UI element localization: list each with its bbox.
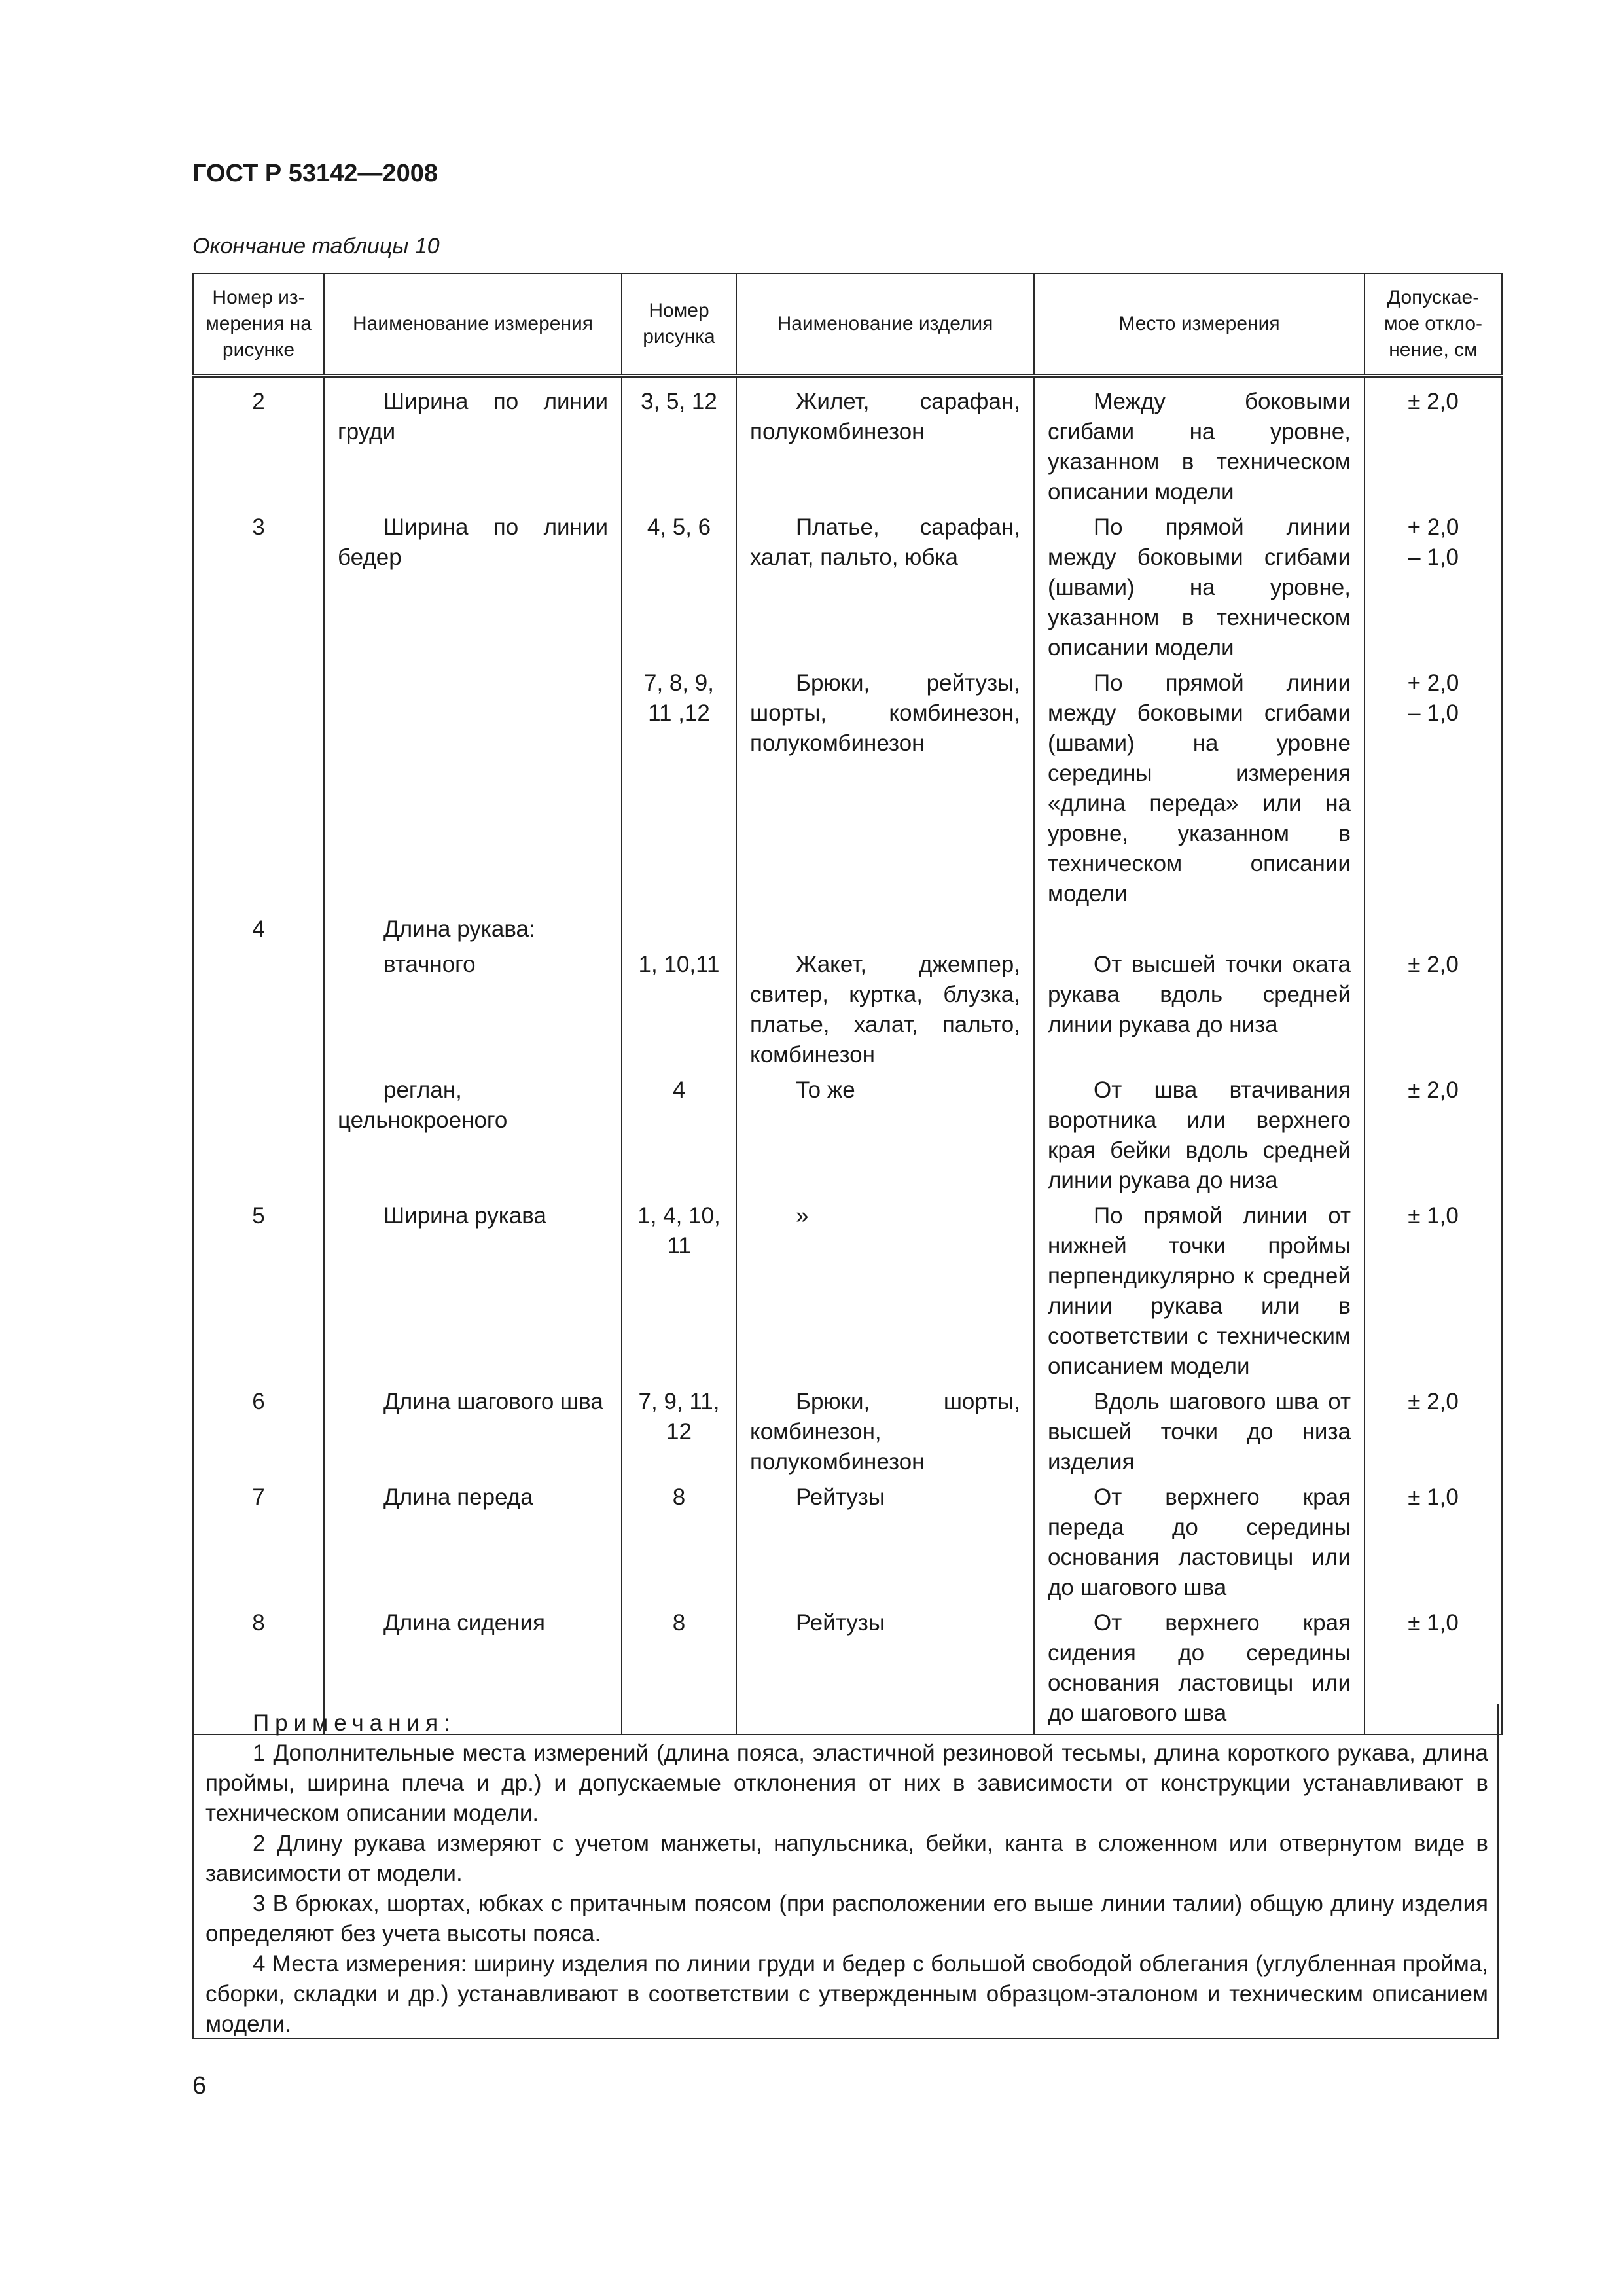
note-item: 3 В брюках, шортах, юбках с притачным поясом (при расположении его выше линии талии) общую длину изделия определяют без учета высоты пояса. — [205, 1891, 1488, 1946]
column-header: Наименование измерения — [324, 274, 622, 376]
figure-number-cell: 8 — [622, 1608, 736, 1734]
product-name-cell: Брюки, шорты, комбинезон, полукомбинезон — [736, 1387, 1034, 1482]
tolerance-cell: ± 1,0 — [1364, 1608, 1502, 1734]
measurement-place-cell: Между боковыми сгибами на уровне, указанном в техническом описании модели — [1034, 376, 1364, 512]
column-header: Место измерения — [1034, 274, 1364, 376]
note-item: 4 Места измерения: ширину изделия по линии груди и бедер с большой свободой облегания (углубленная пройма, сборки, складки и др.) устанавливают в соответствии с утвержденным образцом-эталоном и техническим описанием модели. — [205, 1951, 1488, 2037]
measurement-name-cell: Длина рукава: — [324, 914, 622, 950]
figure-number-cell: 1, 4, 10, 11 — [622, 1201, 736, 1387]
measurement-number-cell: 7 — [193, 1482, 324, 1608]
tolerance-cell: ± 2,0 — [1364, 376, 1502, 512]
figure-number-cell: 7, 8, 9, 11 ,12 — [622, 668, 736, 914]
product-name-cell: Рейтузы — [736, 1482, 1034, 1608]
measurement-name-cell: Ширина по линии груди — [324, 376, 622, 512]
notes-section — [192, 1704, 1499, 2039]
figure-number-cell — [622, 914, 736, 950]
notes-title: Примечания: — [253, 1710, 456, 1736]
table-row — [193, 376, 1502, 512]
measurement-number-cell — [193, 950, 324, 1075]
measurement-name-cell: Длина переда — [324, 1482, 622, 1608]
measurement-name-cell: Длина сидения — [324, 1608, 622, 1734]
measurement-place-cell: По прямой линии между боковыми сгибами (швами) на уровне середины измерения «длина переда» или на уровне, указанном в техническом описании модели — [1034, 668, 1364, 914]
product-name-cell — [736, 914, 1034, 950]
column-header: Номер из-мерения на рисунке — [193, 274, 324, 376]
measurement-name-cell: Длина шагового шва — [324, 1387, 622, 1482]
table-row — [193, 1201, 1502, 1387]
measurement-name-cell: реглан, цельнокроеного — [324, 1075, 622, 1201]
page-number: 6 — [192, 2072, 207, 2100]
measurement-place-cell: От шва втачивания воротника или верхнего края бейки вдоль средней линии рукава до низа — [1034, 1075, 1364, 1201]
measurement-number-cell: 3 — [193, 512, 324, 668]
product-name-cell: Рейтузы — [736, 1608, 1034, 1734]
table-row — [193, 512, 1502, 668]
tolerance-cell: ± 1,0 — [1364, 1482, 1502, 1608]
product-name-cell: Брюки, рейтузы, шорты, комбинезон, полукомбинезон — [736, 668, 1034, 914]
document-header: ГОСТ Р 53142—2008 — [192, 160, 438, 187]
table-row — [193, 1387, 1502, 1482]
table-row — [193, 668, 1502, 914]
note-item: 1 Дополнительные места измерений (длина пояса, эластичной резиновой тесьмы, длина короткого рукава, длина проймы, ширина плеча и др.) и допускаемые отклонения от них в зависимости от конструкции устанавливают в техническом описании модели. — [205, 1740, 1488, 1826]
measurement-place-cell: По прямой линии от нижней точки проймы перпендикулярно к средней линии рукава или в соответствии с техническим описанием модели — [1034, 1201, 1364, 1387]
tolerance-cell: + 2,0 – 1,0 — [1364, 668, 1502, 914]
measurement-number-cell: 4 — [193, 914, 324, 950]
column-header: Номер рисунка — [622, 274, 736, 376]
column-header: Допускае-мое откло-нение, см — [1364, 274, 1502, 376]
product-name-cell: » — [736, 1201, 1034, 1387]
tolerance-cell: ± 2,0 — [1364, 1075, 1502, 1201]
measurement-place-cell — [1034, 914, 1364, 950]
note-item: 2 Длину рукава измеряют с учетом манжеты, напульсника, бейки, канта в сложенном или отвернутом виде в зависимости от модели. — [205, 1831, 1488, 1886]
measurement-place-cell: От верхнего края переда до середины основания ластовицы или до шагового шва — [1034, 1482, 1364, 1608]
measurement-number-cell: 8 — [193, 1608, 324, 1734]
figure-number-cell: 3, 5, 12 — [622, 376, 736, 512]
measurement-place-cell: По прямой линии между боковыми сгибами (швами) на уровне, указанном в техническом описании модели — [1034, 512, 1364, 668]
table-caption: Окончание таблицы 10 — [192, 234, 440, 259]
tolerance-cell: ± 2,0 — [1364, 1387, 1502, 1482]
measurement-name-cell: втачного — [324, 950, 622, 1075]
figure-number-cell: 1, 10,11 — [622, 950, 736, 1075]
column-header: Наименование изделия — [736, 274, 1034, 376]
measurement-name-cell: Ширина рукава — [324, 1201, 622, 1387]
product-name-cell: Жакет, джемпер, свитер, куртка, блузка, платье, халат, пальто, комбинезон — [736, 950, 1034, 1075]
product-name-cell: Жилет, сарафан, полукомбинезон — [736, 376, 1034, 512]
figure-number-cell: 8 — [622, 1482, 736, 1608]
table-row — [193, 914, 1502, 950]
product-name-cell: То же — [736, 1075, 1034, 1201]
table-row — [193, 950, 1502, 1075]
measurement-place-cell: От высшей точки оката рукава вдоль средней линии рукава до низа — [1034, 950, 1364, 1075]
product-name-cell: Платье, сарафан, халат, пальто, юбка — [736, 512, 1034, 668]
table-row — [193, 1075, 1502, 1201]
measurements-table — [192, 273, 1503, 1735]
measurement-place-cell: Вдоль шагового шва от высшей точки до низа изделия — [1034, 1387, 1364, 1482]
measurement-number-cell: 6 — [193, 1387, 324, 1482]
measurement-name-cell — [324, 668, 622, 914]
measurement-number-cell: 2 — [193, 376, 324, 512]
tolerance-cell: ± 1,0 — [1364, 1201, 1502, 1387]
tolerance-cell: + 2,0 – 1,0 — [1364, 512, 1502, 668]
figure-number-cell: 4 — [622, 1075, 736, 1201]
tolerance-cell: ± 2,0 — [1364, 950, 1502, 1075]
measurement-number-cell — [193, 1075, 324, 1201]
measurement-number-cell: 5 — [193, 1201, 324, 1387]
measurement-place-cell: От верхнего края сидения до середины основания ластовицы или до шагового шва — [1034, 1608, 1364, 1734]
tolerance-cell — [1364, 914, 1502, 950]
table-row — [193, 1482, 1502, 1608]
figure-number-cell: 4, 5, 6 — [622, 512, 736, 668]
figure-number-cell: 7, 9, 11, 12 — [622, 1387, 736, 1482]
measurement-number-cell — [193, 668, 324, 914]
table-header-row — [193, 274, 1502, 376]
measurement-name-cell: Ширина по линии бедер — [324, 512, 622, 668]
